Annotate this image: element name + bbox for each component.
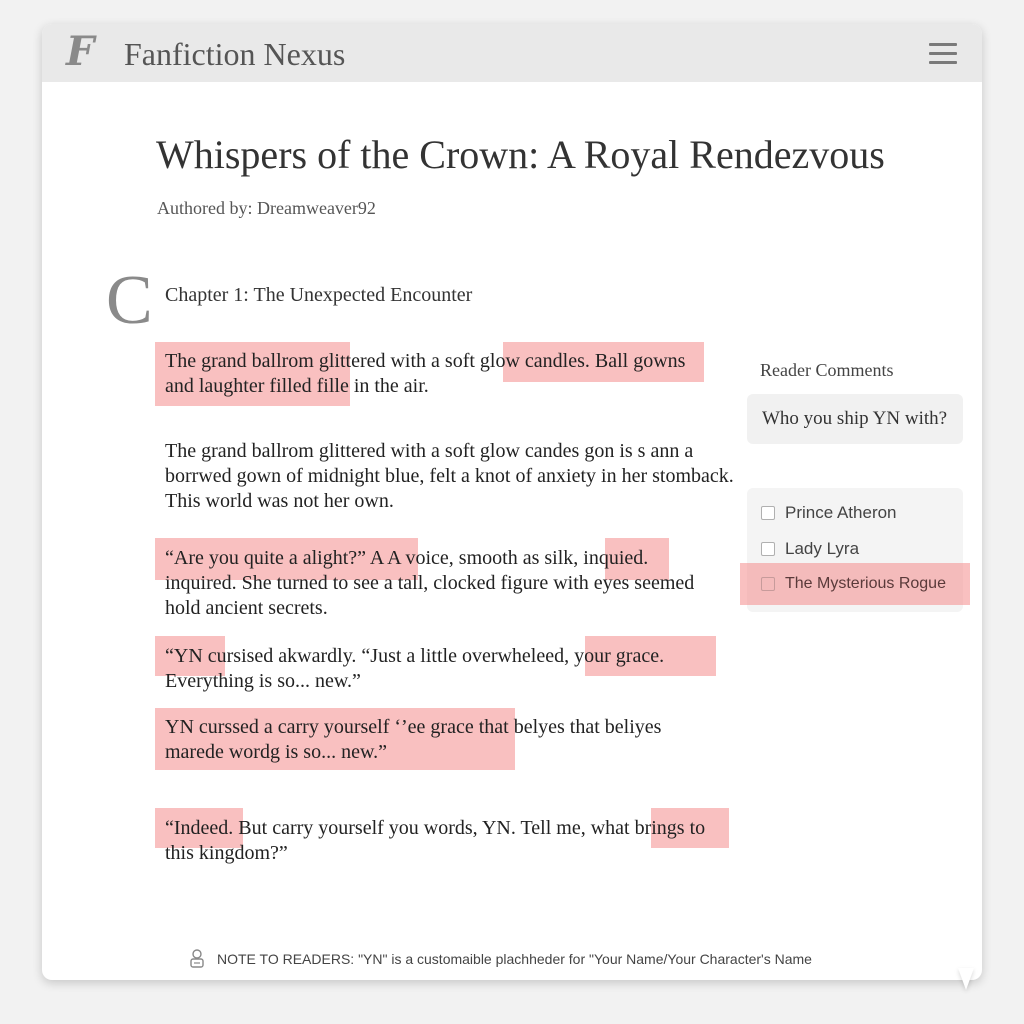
checkbox[interactable] [761,506,775,520]
reader-note [187,948,812,970]
checkbox[interactable] [761,577,775,591]
story-paragraph: “Are you quite a alight?” A A voice, smooth as silk, inquied. inquired. She turned to see a tall, clocked figure with eyes seemed hold ancient secrets. [165,547,695,619]
story-paragraph: The grand ballrom glittered with a soft glow candes gon is s ann a borrwed gown of midnight blue, felt a knot of anxiety in her stomback. This world was not her own. [165,440,734,512]
drop-cap: C [106,262,153,339]
reader-note-text: NOTE TO READERS: "YN" is a customaible plachheder for "Your Name/Your Character's Name [217,951,812,967]
story-author[interactable]: Authored by: Dreamweaver92 [157,198,376,218]
poll-question: Who you ship YN with? [747,394,963,444]
story-paragraph: “YN cursised akwardly. “Just a little overwheleed, your grace. Everything is so... new.” [165,645,665,692]
poll-option-label: The Mysterious Rogue [785,575,946,592]
speech-tail [958,968,974,990]
poll-option-prince-atheron[interactable] [761,500,897,526]
poll-option-label: Prince Atheron [785,503,897,522]
top-bar [42,24,982,82]
app-window [42,24,982,980]
badge-icon [187,948,207,970]
site-logo[interactable]: F [66,28,95,75]
poll-option-label: Lady Lyra [785,539,860,558]
poll-option-mysterious-rogue[interactable] [761,571,946,597]
hamburger-icon[interactable] [929,43,957,65]
story-paragraph: YN curssed a carry yourself ‘’ee grace that belyes that beliyes marede wordg is so... new.” [165,716,662,763]
story-title: Whispers of the Crown: A Royal Rendezvous [156,132,885,177]
site-title[interactable]: Fanfiction Nexus [124,36,346,72]
chapter-title: Chapter 1: The Unexpected Encounter [165,284,473,306]
checkbox[interactable] [761,542,775,556]
story-paragraph: “Indeed. But carry yourself you words, YN. Tell me, what brings to this kingdom?” [165,817,706,864]
story-paragraph: The grand ballrom glittered with a soft glow candles. Ball gowns and laughter filled fille in the air. [165,350,686,397]
reader-comments-heading: Reader Comments [760,360,894,380]
poll-option-lady-lyra[interactable] [761,536,859,562]
